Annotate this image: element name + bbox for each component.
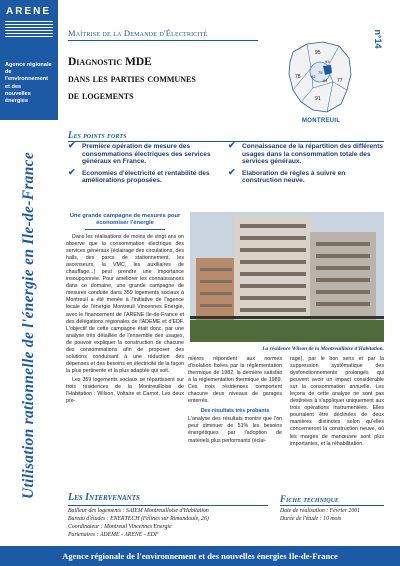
logo-agency-text: Agence régionale de l'environnement et des nouvelles énergies xyxy=(5,62,52,105)
map-label: 78 xyxy=(295,74,301,80)
list-item: ✔ Elaboration de règles à suivre en construction neuve. xyxy=(228,166,346,185)
hedge xyxy=(190,320,384,342)
paragraph: Les 359 logements sociaux se répartissent sur trois résidences de la Montreuilloise de l'Habitation : Wilson, Voltaire et Carnot. Les deux pre- xyxy=(66,376,184,405)
intervenants-title: Les Intervenants xyxy=(68,492,140,503)
series-label: Maîtrise de la Demande d'Électricité xyxy=(68,28,208,38)
points-forts-title: Les points forts xyxy=(68,130,127,140)
article-column-2 xyxy=(188,356,282,447)
check-icon: ✔ xyxy=(228,140,236,150)
list-item: ✔ Première opération de mesure des consommations électriques des services généraux en France. xyxy=(68,140,211,166)
article-column-3: rage), par le bon sens et par la suppression systématique des dysfonctionnements prolongés qui peuvent avoir un impact considérable sur la consommation annuelle. Les leçons de cette analyse ne sont pas destinées à s'appliquer uniquement aux trois opérations instrumentées. Elles pourraient être déclinées de deux manières distinctes selon qu'elles concerneront la construction neuve, où les marges de manœuvre sont plus importantes, et la réhabilitation. xyxy=(290,356,384,447)
list-item: Coordinateur : Montreuil Vincennes Energie xyxy=(68,524,172,530)
check-icon: ✔ xyxy=(68,140,76,150)
logo-word: ARENE xyxy=(6,6,52,17)
points-forts-left-list xyxy=(68,140,224,189)
paragraph: L'analyse des résultats montre que l'on peut diminuer de 51% les besoins énergétiques par l'adoption de matériels plus performants (éclai- xyxy=(188,416,282,444)
list-item: Partenaires : ADEME - ARENE - EDF xyxy=(68,532,159,538)
fiche-technique-divider xyxy=(280,505,384,506)
points-forts-right-list xyxy=(228,140,384,189)
map-label: 93 xyxy=(325,59,330,64)
map-label: 75 xyxy=(318,70,323,75)
list-item: ✔ Economies d'électricité et rentabilité des améliorations proposées. xyxy=(68,166,210,185)
vertical-series-title: Utilisation rationnelle de l'énergie en Ile-de-France xyxy=(20,151,37,499)
list-item: ✔ Connaissance de la répartition des différents usages dans la consommation totale des services généraux. xyxy=(228,140,384,166)
intervenants-divider xyxy=(68,505,268,506)
logo-stripes xyxy=(5,21,53,37)
footer-text: Agence régionale de l'environnement et des nouvelles énergies Ile-de-France xyxy=(62,551,338,561)
series-divider xyxy=(68,40,258,41)
photo-caption: La résidence Wilson de la Montreuilloise d'Habitation. xyxy=(262,346,384,352)
article-heading-divider xyxy=(85,229,165,230)
article-heading: Une grande campagne de mesures pour économiser l'énergie xyxy=(69,213,181,226)
fiche-technique-title: Fiche technique xyxy=(280,494,339,504)
list-item: Bailleur des logements : SAIEM Montreuilloise d'Habitation xyxy=(68,508,209,514)
list-item: Durée de l'étude : 10 mois xyxy=(280,516,342,522)
footer-bar xyxy=(0,546,400,566)
list-item: Date de réalisation : Février 2001 xyxy=(280,508,361,514)
map-label: 91 xyxy=(315,96,321,102)
check-icon: ✔ xyxy=(68,166,76,177)
results-subheading: Des résultats très probants xyxy=(200,408,270,415)
paragraph: mières répondent aux normes d'isolation fixées par la réglementation thermique de 1982, la dernière satisfait à la réglementation thermique de 1989. Ces trois résidences comportent chacune deux niveaux de garages enterrés. xyxy=(188,356,282,405)
points-forts-divider xyxy=(68,141,384,142)
railing xyxy=(190,316,384,319)
map-label: 94 xyxy=(323,78,328,83)
logo-region: Ile-de-France xyxy=(3,112,47,119)
check-icon: ✔ xyxy=(228,166,236,177)
map-label: 92 xyxy=(311,74,316,79)
residence-photo xyxy=(190,212,384,342)
list-item: Bureau d'études : ENERTECH (Félines sur Rimandoule, 26) xyxy=(68,516,209,522)
location-label: MONTREUIL xyxy=(302,118,341,124)
paragraph: Dans les réalisations de moins de vingt ans on observe que la consommation électrique des services généraux (éclairage des circulations, des halls, des parcs de stationnement, les ascenseurs, la VMC, les auxiliaires de chauffage...) peut prendre une importance insoupçonnée. Pour améliorer les connaissances dans ce domaine, une grande campagne de mesures conduite dans 359 logements sociaux à Montreuil a été menée à l'initiative de l'agence locale de l'énergie Montreuil Vincennes Energie, avec le financement de l'ARENE Ile-de-France et des délégations régionales de l'ADEME et d'EDF. L'objectif de cette campagne était donc, par une analyse très détaillée de l'ensemble des usages, de pouvoir expliquer la construction de chacune des consommations afin de proposer des solutions conduisant à une réduction des dépenses et des besoins en électricité de la façon la plus pertinente et la plus adaptée qui soit. xyxy=(66,234,184,374)
page-title: Diagnostic MDE dans les parties communes de logements xyxy=(68,56,196,102)
map-label: 95 xyxy=(315,50,321,56)
ile-de-france-map xyxy=(285,38,355,116)
issue-number: n°14 xyxy=(373,29,383,49)
intervenants-list xyxy=(68,507,268,539)
fiche-technique-list xyxy=(280,507,390,523)
article-column-1 xyxy=(66,234,184,407)
left-sidebar xyxy=(0,0,58,566)
map-label: 77 xyxy=(337,78,343,84)
building-main xyxy=(234,216,312,338)
arene-logo xyxy=(0,0,58,120)
